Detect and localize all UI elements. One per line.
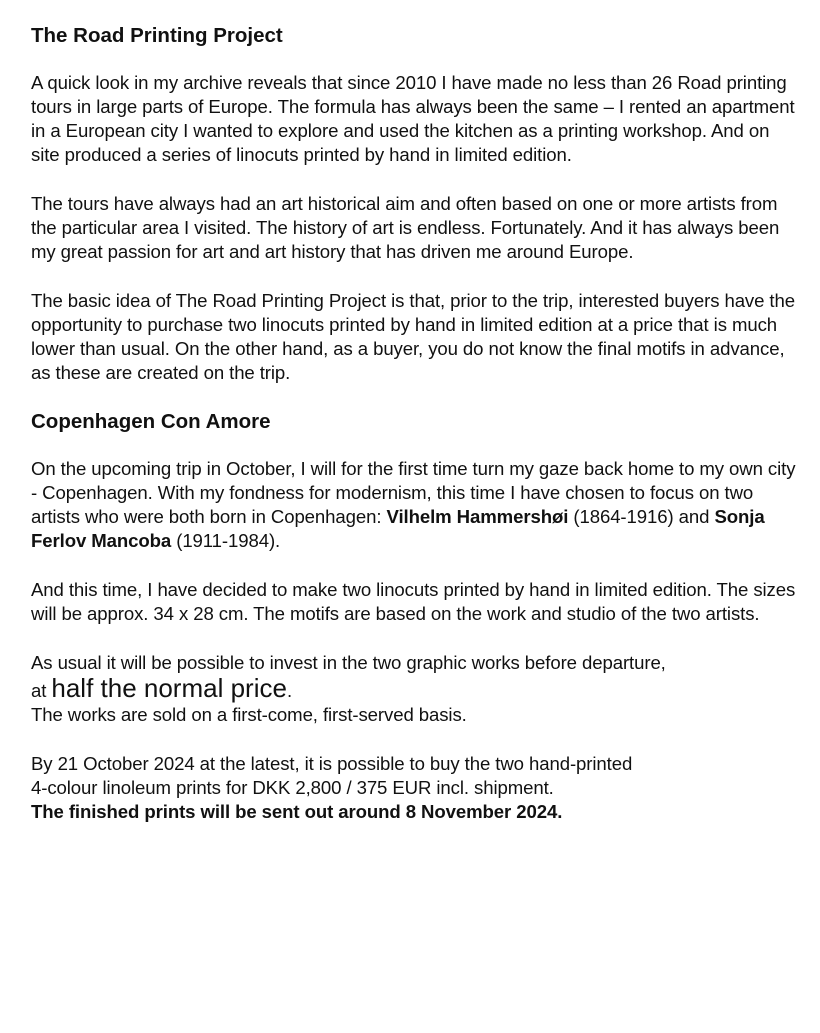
paragraph-deadline [31, 752, 801, 824]
shipping-note: The finished prints will be sent out around 8 November 2024. [31, 801, 563, 822]
paragraph-invest [31, 651, 801, 727]
artist-hammershoi-name: Vilhelm Hammershøi [386, 506, 569, 527]
invest-period: . [286, 680, 293, 701]
half-price-highlight: half the normal price [51, 673, 287, 703]
paragraph-basic-idea: The basic idea of The Road Printing Project is that, prior to the trip, interested buyers have the opportunity to purchase two linocuts printed by hand in limited edition at a price that is much lower than usual. On the other hand, as a buyer, you do not know the final motifs in advance, as these are created on the trip. [31, 290, 795, 383]
paragraph-art-history: The tours have always had an art historical aim and often based on one or more artists from the particular area I visited. The history of art is endless. Fortunately. And it has always been my great passion for art and art history that has driven me around Europe. [31, 193, 780, 262]
first-come-note: The works are sold on a first-come, first-served basis. [31, 704, 467, 725]
upcoming-trip-intro: On the upcoming trip in October, I will for the first time turn my gaze back home to my own city - Copenhagen. With my fondness for modernism, this time I have chosen to focus on two artists who were both born in Copenhagen: [31, 458, 796, 527]
paragraph-sizes: And this time, I have decided to make two linocuts printed by hand in limited edition. The sizes will be approx. 34 x 28 cm. The motifs are based on the work and studio of the two artists. [31, 579, 796, 624]
deadline-line-2: 4-colour linoleum prints for DKK 2,800 / 375 EUR incl. shipment. [31, 777, 554, 798]
artist-mancoba-years: (1911-1984). [171, 530, 281, 551]
article [31, 24, 801, 824]
deadline-line-1: By 21 October 2024 at the latest, it is possible to buy the two hand-printed [31, 753, 633, 774]
section-title-road-printing: The Road Printing Project [31, 24, 283, 47]
invest-price-line [31, 675, 801, 703]
invest-text: As usual it will be possible to invest in the two graphic works before departure, [31, 652, 666, 673]
artist-hammershoi-years: (1864-1916) and [568, 506, 715, 527]
section-title-copenhagen: Copenhagen Con Amore [31, 410, 271, 433]
artist-mancoba-name: Sonja Ferlov Mancoba [31, 506, 765, 551]
paragraph-archive: A quick look in my archive reveals that since 2010 I have made no less than 26 Road printing tours in large parts of Europe. The formula has always been the same – I rented an apartment in a European city I wanted to explore and used the kitchen as a printing workshop. And on site produced a series of linocuts printed by hand in limited edition. [31, 72, 795, 165]
paragraph-upcoming-trip [31, 457, 801, 553]
invest-at: at [31, 680, 52, 701]
